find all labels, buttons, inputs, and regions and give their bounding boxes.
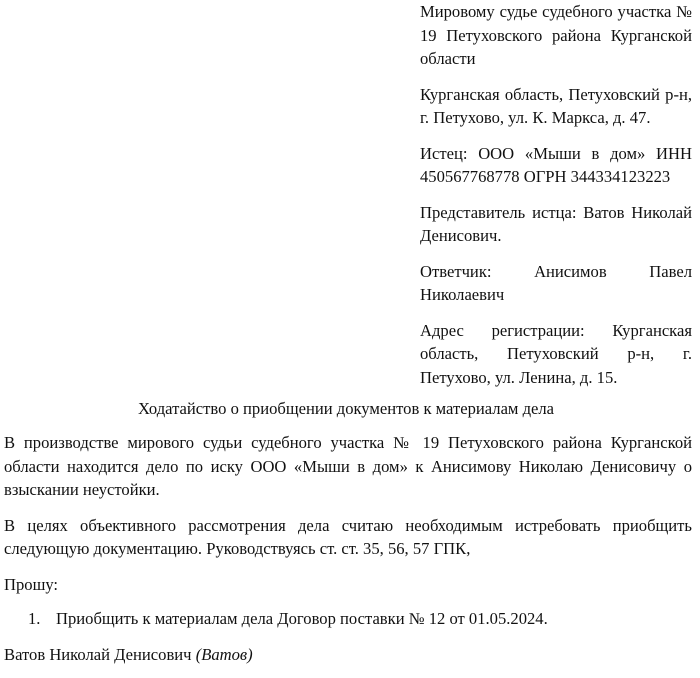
body-paragraph-1: В производстве мирового судьи судебного участка № 19 Петуховского района Курганской области находится дело по иску ООО «Мыши в дом» к Анисимову Николаю Денисовичу о взыскании неустойки.	[4, 433, 692, 499]
addressee: Мировому судье судебного участка № 19 Петуховского района Курганской области	[420, 2, 692, 68]
signature: (Ватов)	[195, 644, 253, 664]
request-item	[4, 607, 692, 631]
document-title: Ходатайство о приобщении документов к материалам дела	[137, 399, 555, 418]
request-label: Прошу:	[4, 574, 59, 594]
request-item-number: 1.	[28, 609, 41, 628]
representative-info: Представитель истца: Ватов Николай Денисович.	[420, 202, 692, 245]
body-paragraph-2: В целях объективного рассмотрения дела считаю необходимым истребовать приобщить следующую документацию. Руководствуясь ст. ст. 35, 56, 57 ГПК,	[4, 515, 692, 558]
document-header	[420, 0, 692, 401]
request-item-text: Приобщить к материалам дела Договор поставки № 12 от 01.05.2024.	[56, 609, 548, 628]
plaintiff-info: Истец: ООО «Мыши в дом» ИНН 450567768778 ОГРН 344334123223	[420, 143, 692, 186]
court-address: Курганская область, Петуховский р-н, г. Петухово, ул. К. Маркса, д. 47.	[420, 84, 692, 127]
signature-line	[4, 643, 692, 667]
document-body	[4, 431, 692, 678]
defendant-address: Адрес регистрации: Курганская область, Петуховский р-н, г. Петухово, ул. Ленина, д. 15.	[420, 320, 692, 387]
defendant-info: Ответчик: Анисимов Павел Николаевич	[420, 261, 692, 304]
signer-name: Ватов Николай Денисович	[4, 644, 192, 664]
request-list	[4, 607, 692, 631]
